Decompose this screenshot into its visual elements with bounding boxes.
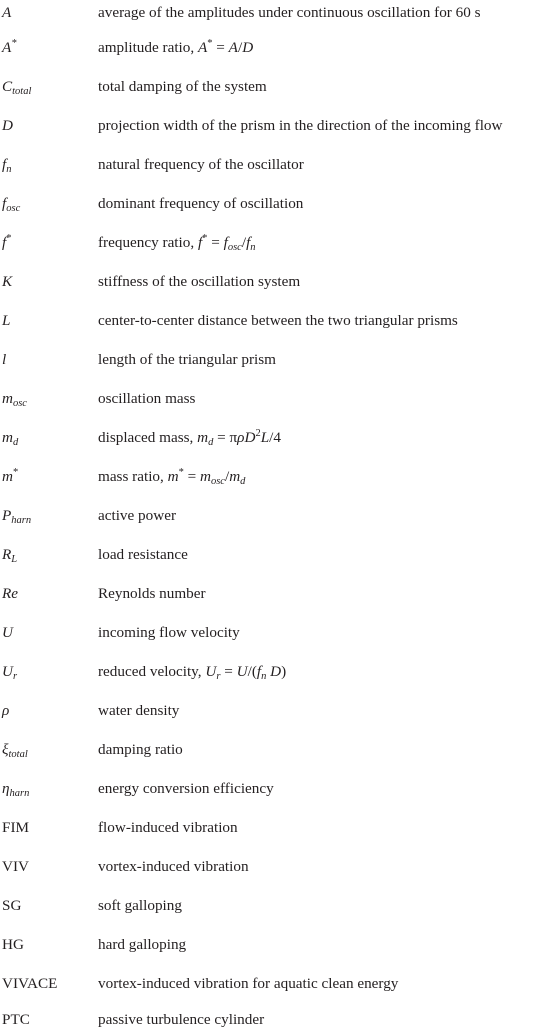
nomenclature-row-amplitude: [0, 0, 558, 26]
nomenclature-row-viv: [0, 854, 558, 880]
description: water density: [98, 702, 180, 719]
symbol: f*: [2, 233, 12, 251]
description: hard galloping: [98, 936, 187, 953]
symbol: $C_{total}$: [2, 78, 32, 97]
description: passive turbulence cylinder: [98, 1011, 265, 1028]
symbol: HG: [2, 936, 24, 953]
nomenclature-row-prism-length: [0, 347, 558, 373]
description: vortex-induced vibration: [98, 858, 249, 875]
symbol: U: [2, 624, 13, 641]
nomenclature-row-vivace: [0, 971, 558, 997]
description: incoming flow velocity: [98, 624, 240, 641]
description: reduced velocity, $U_r = U/(f_n$ D): [98, 663, 287, 682]
description: soft galloping: [98, 897, 182, 914]
symbol: FIM: [2, 819, 30, 836]
description: active power: [98, 507, 177, 524]
description: natural frequency of the oscillator: [98, 156, 304, 173]
nomenclature-row-dominant-frequency: [0, 191, 558, 217]
symbol: D: [2, 117, 13, 134]
symbol: l: [2, 351, 7, 368]
description: amplitude ratio, A* = A/D: [98, 38, 254, 56]
description: average of the amplitudes under continuous oscillation for 60 s: [98, 4, 481, 21]
nomenclature-row-flow-velocity: [0, 620, 558, 646]
nomenclature-row-oscillation-mass: [0, 386, 558, 412]
nomenclature-row-active-power: [0, 503, 558, 529]
symbol: A: [2, 4, 12, 21]
description: damping ratio: [98, 741, 183, 758]
symbol: $f_n$: [2, 156, 12, 175]
symbol: $m_{osc}$: [2, 390, 27, 409]
nomenclature-row-reduced-velocity: [0, 659, 558, 685]
symbol: ρ: [2, 702, 10, 719]
symbol: VIVACE: [2, 975, 58, 992]
symbol: $\xi_{total}$: [2, 741, 28, 760]
nomenclature-row-natural-frequency: [0, 152, 558, 178]
description: load resistance: [98, 546, 188, 563]
description: energy conversion efficiency: [98, 780, 274, 797]
description: mass ratio, $m^* = m_{osc}/m_d$: [98, 467, 246, 487]
symbol: $f_{osc}$: [2, 195, 21, 214]
description: displaced mass, $m_d = \pi\rho D^2L/4$: [98, 428, 281, 448]
description: vortex-induced vibration for aquatic clean energy: [98, 975, 399, 992]
nomenclature-row-load-resistance: [0, 542, 558, 568]
description: projection width of the prism in the direction of the incoming flow: [98, 117, 503, 134]
symbol: $R_L$: [2, 546, 18, 565]
description: dominant frequency of oscillation: [98, 195, 304, 212]
nomenclature-row-center-distance: [0, 308, 558, 334]
nomenclature-row-hg: [0, 932, 558, 958]
nomenclature-row-conversion-efficiency: [0, 776, 558, 802]
symbol: SG: [2, 897, 22, 914]
description: frequency ratio, $f^* = f_{osc}/f_n$: [98, 233, 256, 253]
nomenclature-row-reynolds-number: [0, 581, 558, 607]
nomenclature-row-projection-width: [0, 113, 558, 139]
description: oscillation mass: [98, 390, 196, 407]
nomenclature-row-stiffness: [0, 269, 558, 295]
description: center-to-center distance between the two triangular prisms: [98, 312, 458, 329]
symbol: A*: [2, 38, 17, 56]
symbol: m*: [2, 467, 19, 485]
symbol: K: [2, 273, 13, 290]
nomenclature-row-mass-ratio: [0, 464, 558, 490]
description: stiffness of the oscillation system: [98, 273, 301, 290]
nomenclature-row-total-damping: [0, 74, 558, 100]
description: total damping of the system: [98, 78, 267, 95]
symbol: $U_r$: [2, 663, 18, 682]
nomenclature-row-ptc: [0, 1007, 558, 1033]
description: flow-induced vibration: [98, 819, 238, 836]
nomenclature-row-sg: [0, 893, 558, 919]
nomenclature-row-damping-ratio: [0, 737, 558, 763]
symbol: L: [2, 312, 11, 329]
nomenclature-row-displaced-mass: [0, 425, 558, 451]
symbol: $\eta_{harn}$: [2, 780, 30, 799]
symbol: PTC: [2, 1011, 30, 1028]
nomenclature-row-fim: [0, 815, 558, 841]
symbol: $P_{harn}$: [2, 507, 32, 526]
nomenclature-row-amplitude-ratio: [0, 35, 558, 61]
symbol: VIV: [2, 858, 29, 875]
description: length of the triangular prism: [98, 351, 276, 368]
symbol: Re: [2, 585, 19, 602]
nomenclature-row-water-density: [0, 698, 558, 724]
symbol: $m_d$: [2, 429, 19, 448]
description: Reynolds number: [98, 585, 206, 602]
nomenclature-row-frequency-ratio: [0, 230, 558, 256]
